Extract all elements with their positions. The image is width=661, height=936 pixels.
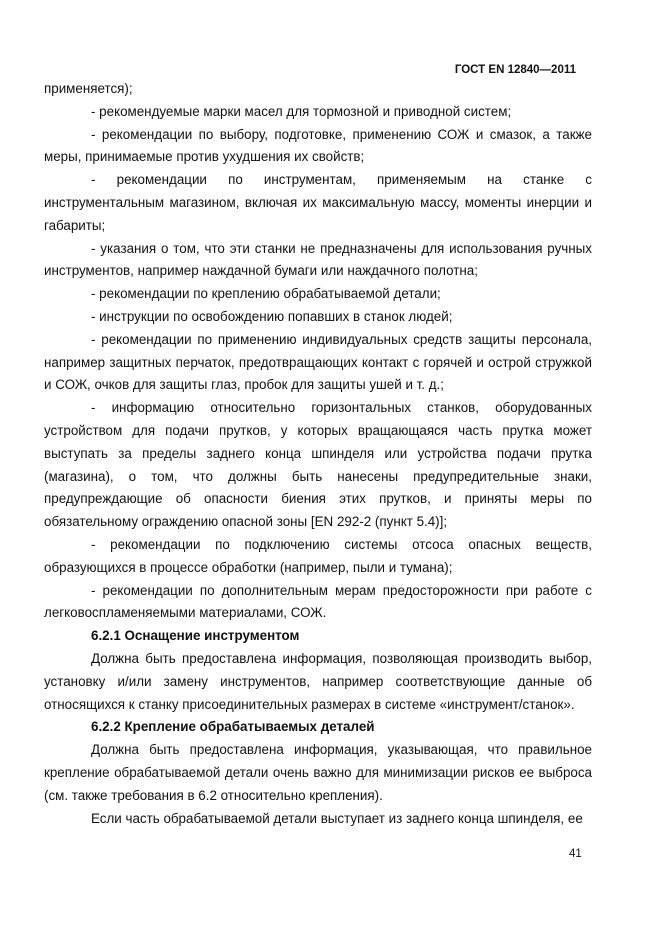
document-body bbox=[44, 78, 592, 830]
list-item-personal-protection: - рекомендации по применению индивидуальных средств защиты персонала, например защитных перчаток, предотвращающих контакт с горячей и острой стружкой и СОЖ, очков для защиты глаз, пробок для защиты ушей и т. д.; bbox=[44, 331, 592, 393]
paragraph-continuation: применяется); bbox=[44, 81, 133, 96]
list-item-workpiece-clamping: - рекомендации по креплению обрабатываемой детали; bbox=[91, 286, 441, 302]
page-number: 41 bbox=[569, 848, 582, 860]
section-heading-workpiece-clamping: 6.2.2 Крепление обрабатываемых деталей bbox=[91, 719, 375, 735]
list-item-coolant-recommendations: - рекомендации по выбору, подготовке, применению СОЖ и смазок, а также меры, принимаемые против ухудшения их свойств; bbox=[44, 126, 592, 165]
list-item-hand-tools-warning: - указания о том, что эти станки не предназначены для использования ручных инструментов, например наждачной бумаги или наждачного полотна; bbox=[44, 240, 592, 279]
list-item-tool-recommendations: - рекомендации по инструментам, применяемым на станке с инструментальным магазином, включая их максимальную массу, моменты инерции и габариты; bbox=[44, 172, 592, 233]
list-item-oil-grades: - рекомендуемые марки масел для тормозной и приводной систем; bbox=[91, 103, 512, 119]
list-item-release-instructions: - инструкции по освобождению попавших в станок людей; bbox=[91, 308, 453, 324]
paragraph-spindle-protrusion: Если часть обрабатываемой детали выступает из заднего конца шпинделя, ее bbox=[91, 810, 583, 826]
paragraph-clamping: Должна быть предоставлена информация, указывающая, что правильное крепление обрабатываемой детали очень важно для минимизации рисков ее выброса (см. также требования в 6.2 относительно крепления). bbox=[44, 742, 592, 803]
list-item-flammable-materials: - рекомендации по дополнительным мерам предосторожности при работе с легковоспламеняемыми материалами, СОЖ. bbox=[44, 582, 592, 621]
section-heading-tooling: 6.2.1 Оснащение инструментом bbox=[91, 628, 300, 644]
document-code-header: ГОСТ EN 12840—2011 bbox=[454, 64, 576, 76]
list-item-extraction-system: - рекомендации по подключению системы отсоса опасных веществ, образующихся в процессе обработки (например, пыли и тумана); bbox=[44, 536, 592, 575]
paragraph-tooling: Должна быть предоставлена информация, позволяющая производить выбор, установку и/или замену инструментов, например соответствующие данные об относящихся к станку присоединительных размерах в системе «инструмент/станок». bbox=[44, 650, 592, 712]
list-item-bar-feeder-info: - информацию относительно горизонтальных станков, оборудованных устройством для подачи прутков, у которых вращающаяся часть прутка может выступать за пределы заднего конца шпинделя или устройства подачи прутка (магазина), о том, что должны быть нанесены предупредительные знаки, предупреждающие об опасности биения этих прутков, и приняты меры по обязательному ограждению опасной зоны [EN 292-2 (пункт 5.4)]; bbox=[44, 400, 592, 530]
